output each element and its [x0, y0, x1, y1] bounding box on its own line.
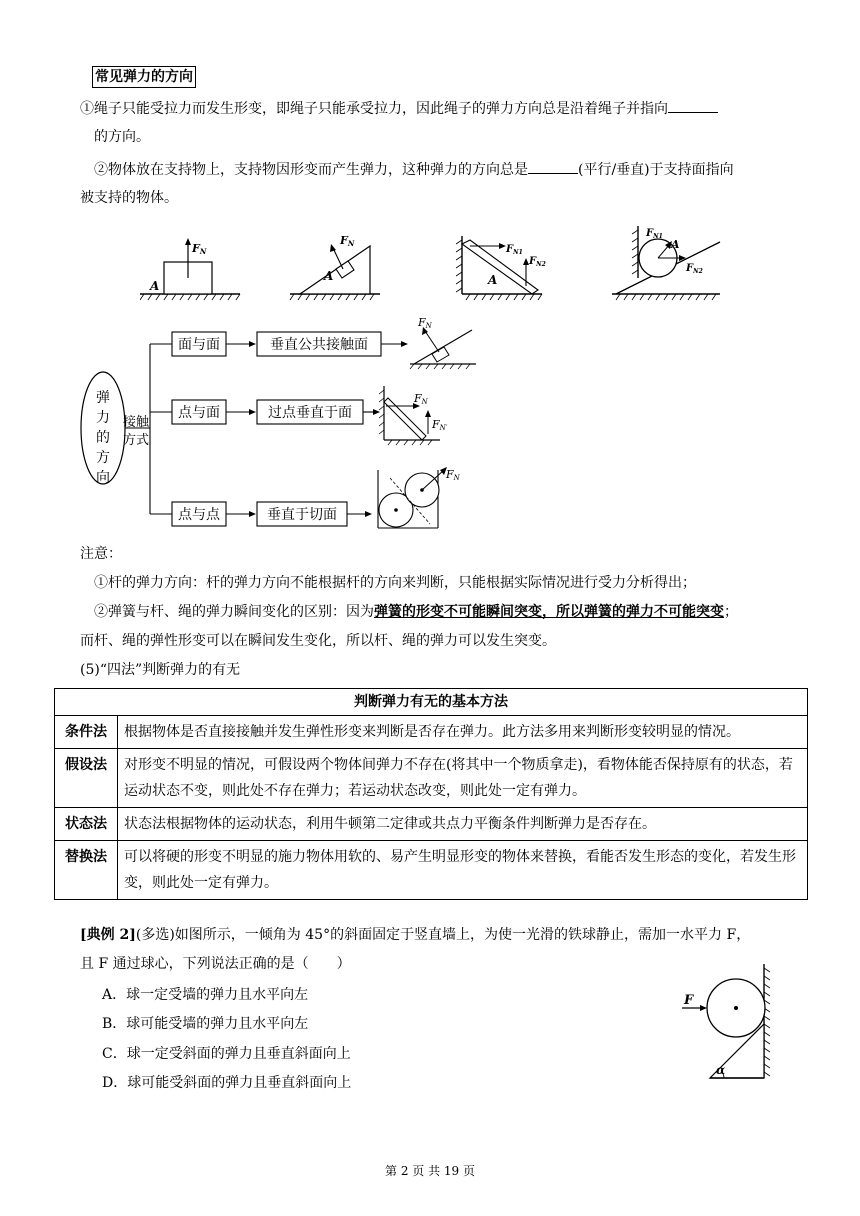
flow-row1-type: 面与面 [178, 337, 220, 353]
example-force-label: F [684, 993, 694, 1008]
fig1-label-a: A [150, 279, 160, 293]
flowchart-root-char-3: 的 [96, 430, 110, 446]
rope-text-2: 的方向。 [94, 129, 150, 145]
example-alpha-label: α [716, 1063, 726, 1077]
fig3-force1-label: $F_{N1}$ [506, 244, 523, 256]
flowchart-root-char-1: 弹 [96, 390, 110, 406]
flow-row3-rule: 垂直于切面 [267, 507, 337, 523]
flowchart-root-char-2: 力 [96, 410, 110, 426]
support-text-2: 被支持的物体。 [80, 190, 178, 206]
note-spring-2: 而杆、绳的弹性形变可以在瞬间发生变化，所以杆、绳的弹力可以发生突变。 [80, 633, 556, 649]
fig3-force2-label: $F_{N2}$ [529, 256, 546, 268]
method-name: 状态法 [55, 808, 118, 841]
flowchart-diagram [80, 310, 480, 536]
flowchart-root-char-4: 方 [96, 450, 110, 466]
method-name: 假设法 [55, 749, 118, 808]
notes-title: 注意： [80, 546, 122, 562]
support-text-a: ②物体放在支持物上，支持物因形变而产生弹力，这种弹力的方向总是 [94, 162, 528, 178]
fig3-label-a: A [488, 273, 498, 287]
flowchart-branch-label-2: 方式 [123, 433, 150, 448]
figure-ball-wall-incline [612, 226, 720, 300]
method-desc: 可以将硬的形变不明显的施力物体用软的、易产生明显形变的物体来替换，看能否发生形态的变化，若发生形变，则此处一定有弹力。 [118, 841, 808, 900]
flowchart-branch-label-1: 接触 [123, 415, 150, 430]
note-spring-emphasis: 弹簧的形变不可能瞬间突变，所以弹簧的弹力不可能突变 [374, 604, 724, 620]
fig2-force-label: FN [340, 234, 355, 248]
methods-table [54, 688, 808, 900]
method-desc: 根据物体是否直接接触并发生弹性形变来判断是否存在弹力。此方法多用来判断形变较明显的情况。 [118, 716, 808, 749]
force-direction-figures [140, 226, 740, 308]
paragraph-support [94, 159, 734, 180]
flow-fig3-two-balls [378, 467, 461, 528]
table-row [55, 716, 808, 749]
flow-fig1-block-incline [410, 316, 476, 369]
flow-fig3-force-label: FN [446, 468, 460, 482]
table-title: 判断弹力有无的基本方法 [55, 689, 808, 716]
method-desc: 对形变不明显的情况，可假设两个物体间弹力不存在(将其中一个物质拿走)，看物体能否保持原有的状态，若运动状态不变，则此处不存在弹力；若运动状态改变，则此处一定有弹力。 [118, 749, 808, 808]
fig4-force2-label: $F_{N2}$ [686, 263, 703, 275]
flowchart-root-ellipse [81, 372, 125, 484]
flowchart-root-char-5: 向 [96, 470, 110, 486]
note-spring-a: ②弹簧与杆、绳的弹力瞬间变化的区别：因为 [94, 604, 374, 620]
option-a: A．球一定受墙的弹力且水平向左 [102, 987, 309, 1003]
method-desc: 状态法根据物体的运动状态，利用牛顿第二定律或共点力平衡条件判断弹力是否存在。 [118, 808, 808, 841]
option-d: D．球可能受斜面的弹力且垂直斜面向上 [102, 1075, 352, 1091]
example-label: [典例 2] [80, 927, 136, 943]
option-c: C．球一定受斜面的弹力且垂直斜面向上 [102, 1046, 351, 1062]
option-b: B．球可能受墙的弹力且水平向左 [102, 1016, 309, 1032]
rope-text: ①绳子只能受拉力而发生形变，即绳子只能承受拉力，因此绳子的弹力方向总是沿着绳子并指向 [80, 101, 668, 117]
method-name: 替换法 [55, 841, 118, 900]
example-figure [680, 960, 776, 1084]
flow-row2-type: 点与面 [178, 405, 220, 421]
flow-row1-rule: 垂直公共接触面 [270, 337, 368, 353]
method-name: 条件法 [55, 716, 118, 749]
page-footer: 第 2 页 共 19 页 [385, 1164, 475, 1178]
example-stem-1: (多选)如图所示，一倾角为 45°的斜面固定于竖直墙上，为使一光滑的铁球静止，需加一水平力 F， [135, 927, 751, 943]
fig2-label-a: A [324, 269, 334, 283]
example-stem [80, 925, 750, 945]
blank-1 [668, 98, 718, 113]
figure-block-on-ground [140, 238, 240, 300]
section-four-methods: (5)“四法”判断弹力的有无 [80, 662, 241, 678]
table-row [55, 841, 808, 900]
flow-fig2-force1-label: FN [414, 392, 428, 406]
fig4-label-a: A [671, 238, 680, 251]
flow-row2-rule: 过点垂直于面 [268, 405, 352, 421]
table-row [55, 808, 808, 841]
blank-2 [528, 159, 578, 174]
flow-fig2-rod-corner [379, 386, 448, 445]
table-header-row [55, 689, 808, 716]
note-rod: ①杆的弹力方向：杆的弹力方向不能根据杆的方向来判断，只能根据实际情况进行受力分析得出； [94, 575, 696, 591]
support-text-b: (平行/垂直)于支持面指向 [578, 162, 734, 178]
note-spring [94, 602, 738, 622]
example-stem-2: 且 F 通过球心，下列说法正确的是（ ） [80, 956, 351, 972]
figure-block-on-incline [290, 234, 380, 300]
flow-fig1-force-label: FN [418, 316, 432, 330]
fig1-force-label: FN [192, 242, 207, 256]
figure-rod-in-corner [456, 236, 546, 300]
fig4-force1-label: $F_{N1}$ [646, 228, 663, 240]
section-heading: 常见弹力的方向 [92, 66, 196, 88]
flow-row3-type: 点与点 [178, 507, 220, 523]
flow-fig2-force2-label: FN′ [432, 418, 448, 432]
note-spring-b: ； [724, 604, 738, 620]
paragraph-rope [80, 98, 718, 119]
table-row [55, 749, 808, 808]
